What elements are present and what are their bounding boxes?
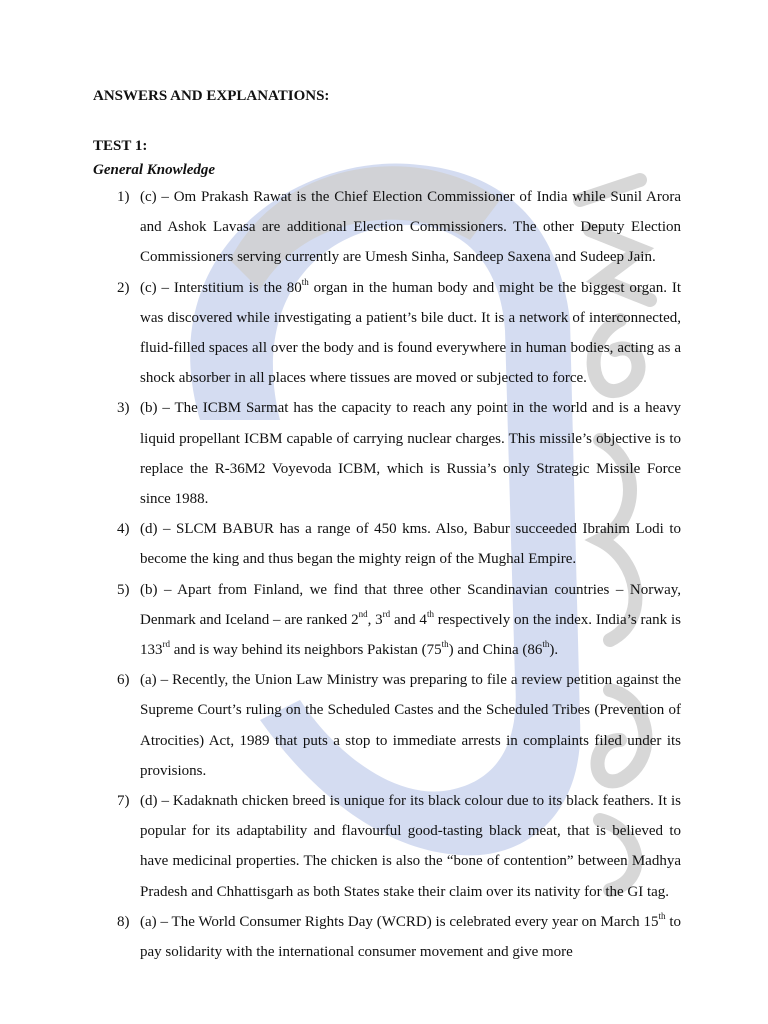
ordinal-suffix: th	[441, 639, 449, 650]
ordinal-suffix: th	[658, 910, 666, 921]
answer-item	[93, 786, 681, 907]
answer-item	[93, 393, 681, 514]
answer-list	[93, 182, 681, 967]
item-number: 2)	[117, 279, 130, 296]
ordinal-suffix: th	[542, 639, 550, 650]
ordinal-suffix: nd	[358, 608, 368, 619]
answer-item	[93, 514, 681, 574]
item-number: 8)	[117, 913, 130, 930]
answer-text: (b) – The ICBM Sarmat has the capacity to reach any point in the world and is a heavy liquid propellant ICBM capable of carrying nuclear charges. This missile’s objective is to replace the R-36M2 Voyevoda ICBM, which is Russia’s only Strategic Missile Force since 1988.	[140, 400, 681, 508]
page-heading: ANSWERS AND EXPLANATIONS:	[93, 88, 330, 104]
answer-item	[93, 575, 681, 666]
test-title: TEST 1:	[93, 138, 148, 154]
ordinal-suffix: rd	[162, 639, 170, 650]
answer-text: (c) – Om Prakash Rawat is the Chief Election Commissioner of India while Sunil Arora and Ashok Lavasa are additional Election Commissioners. The other Deputy Election Commissioners serving currently are Umesh Sinha, Sandeep Saxena and Sudeep Jain.	[140, 189, 681, 266]
answer-text: , 3	[367, 611, 383, 628]
answer-item	[93, 665, 681, 786]
item-number: 7)	[117, 793, 130, 810]
answer-text: organ in the human body and might be the biggest organ. It was discovered while investigating a patient’s bile duct. It is a network of interconnected, fluid-filled spaces all over the body and is found everywhere in human bodies, acting as a shock absorber in all places where tissues are moved or subjected to force.	[140, 279, 682, 387]
answer-text: (c) – Interstitium is the 80	[140, 279, 302, 296]
answer-text: (a) – Recently, the Union Law Ministry was preparing to file a review petition against the Supreme Court’s ruling on the Scheduled Castes and the Scheduled Tribes (Prevention of Atrocities) Act, 1989 that puts a stop to immediate arrests in complaints filed under its provisions.	[140, 672, 681, 779]
answer-text: and 4	[390, 611, 427, 628]
answer-text: respectively on the index. India’s rank is 133	[140, 611, 681, 659]
item-number: 1)	[117, 189, 130, 205]
ordinal-suffix: th	[301, 276, 309, 287]
ordinal-suffix: rd	[382, 608, 391, 619]
section-title: General Knowledge	[93, 162, 216, 178]
answer-text: (d) – SLCM BABUR has a range of 450 kms. Also, Babur succeeded Ibrahim Lodi to become the king and thus began the mighty reign of the Mughal Empire.	[140, 521, 681, 568]
answer-text: (b) – Apart from Finland, we find that three other Scandinavian countries – Norway, Denmark and Iceland – are ranked 2	[140, 581, 681, 628]
ordinal-suffix: th	[426, 608, 434, 619]
answer-item	[93, 907, 681, 967]
answer-text: to pay solidarity with the international consumer movement and give more	[140, 913, 681, 961]
answer-text: ).	[549, 642, 559, 659]
item-number: 6)	[117, 672, 130, 689]
item-number: 5)	[117, 581, 130, 598]
answer-text: ) and China (86	[448, 642, 543, 659]
answer-item	[93, 182, 681, 273]
answer-text: (a) – The World Consumer Rights Day (WCRD) is celebrated every year on March 15	[140, 913, 659, 930]
item-number: 3)	[117, 400, 130, 417]
answer-item	[93, 273, 681, 394]
item-number: 4)	[117, 521, 130, 538]
answer-text: (d) – Kadaknath chicken breed is unique for its black colour due to its black feathers. It is popular for its adaptability and flavourful good-tasting black meat, that is believed to have medicinal properties. The chicken is also the “bone of contention” between Madhya Pradesh and Chhattisgarh as both States stake their claim over its nativity for the GI tag.	[140, 793, 681, 900]
answer-text: and is way behind its neighbors Pakistan (75	[170, 642, 442, 659]
